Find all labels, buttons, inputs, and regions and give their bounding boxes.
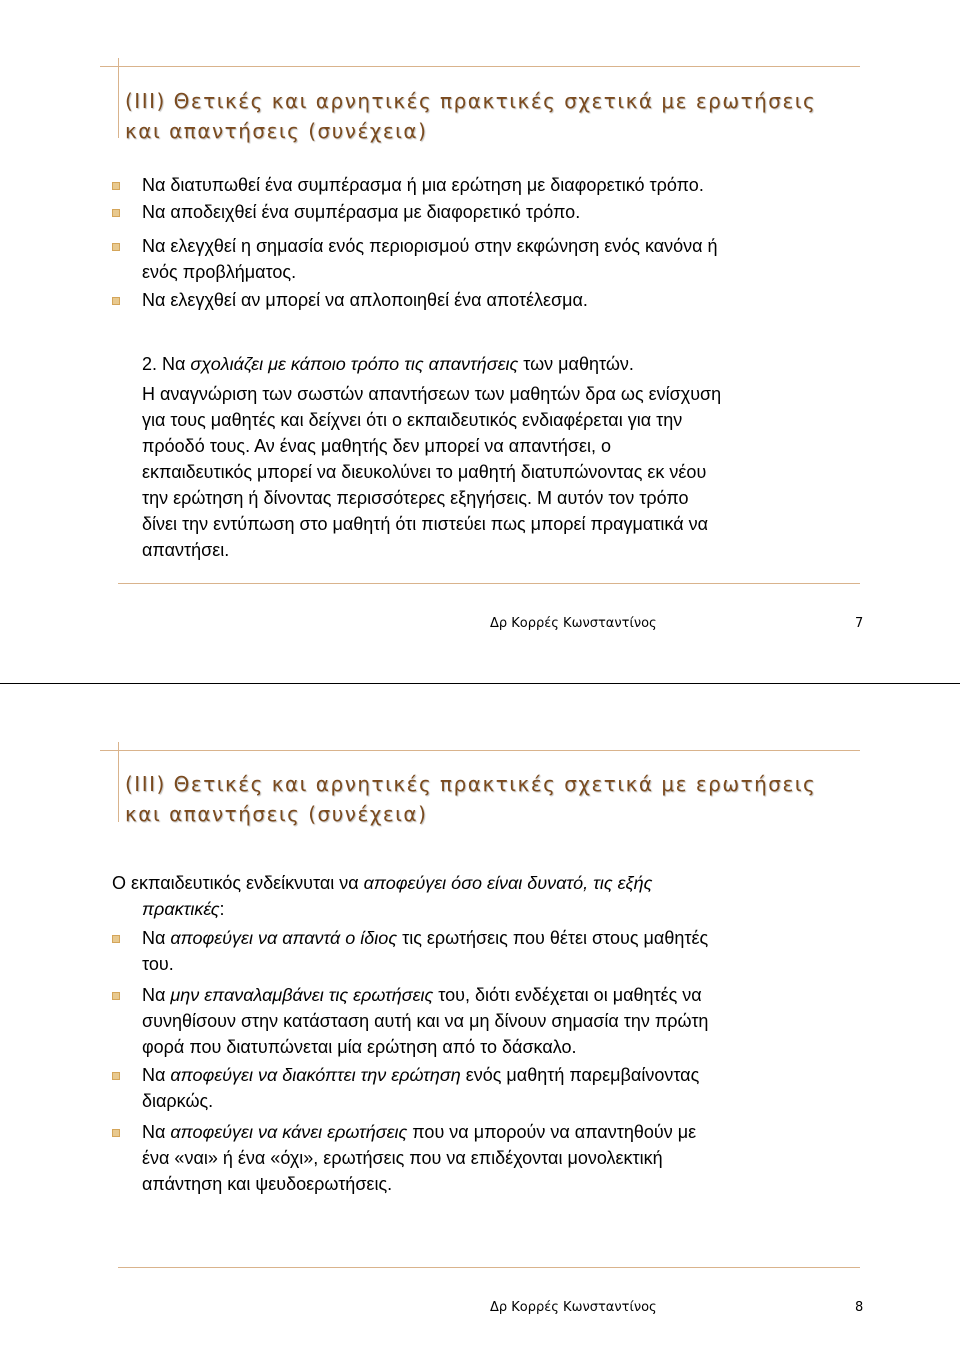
slide-page-7 xyxy=(0,0,960,683)
footer-rule xyxy=(118,1267,860,1268)
intro-suffix: : xyxy=(219,899,225,919)
item-italic: αποφεύγει να απαντά ο ίδιος xyxy=(170,928,398,948)
bullet-text-continuation: απάντηση και ψευδοερωτήσεις. xyxy=(142,1174,393,1194)
bullet-text: Να αποδειχθεί ένα συμπέρασμα με διαφορετικό τρόπο. xyxy=(142,202,581,222)
item-lead: Να xyxy=(142,1065,171,1085)
title-horizontal-rule xyxy=(100,66,860,67)
bullet-text: Να διατυπωθεί ένα συμπέρασμα ή μια ερώτηση με διαφορετικό τρόπο. xyxy=(142,175,704,195)
item-italic: μην επαναλαμβάνει τις ερωτήσεις xyxy=(170,985,434,1005)
bullet-icon xyxy=(112,243,120,251)
slide-title-line-2: και απαντήσεις (συνέχεια) xyxy=(125,119,428,143)
bullet-text-continuation: διαρκώς. xyxy=(142,1091,214,1111)
paragraph-line: Η αναγνώριση των σωστών απαντήσεων των μαθητών δρα ως ενίσχυση xyxy=(142,384,722,404)
footer-rule xyxy=(118,583,860,584)
bullet-icon xyxy=(112,182,120,190)
page-number: 7 xyxy=(855,616,864,631)
intro-line-1 xyxy=(112,870,652,896)
intro-prefix: Ο εκπαιδευτικός ενδείκνυται να xyxy=(112,873,364,893)
point-2-prefix: 2. Να xyxy=(142,354,191,374)
title-vertical-rule xyxy=(118,742,119,822)
intro-line-2 xyxy=(142,896,225,922)
paragraph-line: εκπαιδευτικός μπορεί να διευκολύνει το μαθητή διατυπώνοντας εκ νέου xyxy=(142,462,707,482)
bullet-text: Να ελεγχθεί η σημασία ενός περιορισμού στην εκφώνηση ενός κανόνα ή xyxy=(142,236,718,256)
slide-title-line-1: (III) Θετικές και αρνητικές πρακτικές σχετικά με ερωτήσεις xyxy=(125,772,817,796)
paragraph-line: δίνει την εντύπωση στο μαθητή ότι πιστεύει πως μπορεί πραγματικά να xyxy=(142,514,709,534)
item-rest: του, διότι ενδέχεται οι μαθητές να xyxy=(433,985,702,1005)
bullet-text-continuation: ενός προβλήματος. xyxy=(142,262,297,282)
bullet-text xyxy=(142,1119,696,1145)
bullet-text-continuation: ένα «ναι» ή ένα «όχι», ερωτήσεις που να επιδέχονται μονολεκτική xyxy=(142,1148,663,1168)
paragraph-line: απαντήσει. xyxy=(142,540,230,560)
slide-title-line-2: και απαντήσεις (συνέχεια) xyxy=(125,802,428,826)
slide-page-8 xyxy=(0,683,960,1367)
bullet-text-continuation: του. xyxy=(142,954,174,974)
bullet-icon xyxy=(112,209,120,217)
paragraph-line: την ερώτηση ή δίνοντας περισσότερες εξηγήσεις. Μ αυτόν τον τρόπο xyxy=(142,488,689,508)
footer-author: Δρ Κορρές Κωνσταντίνος xyxy=(490,616,657,631)
paragraph-line: πρόοδό τους. Αν ένας μαθητής δεν μπορεί να απαντήσει, ο xyxy=(142,436,611,456)
item-italic: αποφεύγει να κάνει ερωτήσεις xyxy=(170,1122,408,1142)
item-lead: Να xyxy=(142,928,171,948)
point-2-suffix: των μαθητών. xyxy=(518,354,634,374)
bullet-icon xyxy=(112,297,120,305)
bullet-text xyxy=(142,1062,699,1088)
item-rest: ενός μαθητή παρεμβαίνοντας xyxy=(460,1065,700,1085)
bullet-icon xyxy=(112,1072,120,1080)
bullet-icon xyxy=(112,992,120,1000)
bullet-text-continuation: συνηθίσουν στην κατάσταση αυτή και να μη δίνουν σημασία την πρώτη xyxy=(142,1011,709,1031)
intro-italic-2: πρακτικές xyxy=(142,899,220,919)
bullet-text-continuation: φορά που διατυπώνεται μία ερώτηση από το δάσκαλο. xyxy=(142,1037,577,1057)
item-lead: Να xyxy=(142,1122,171,1142)
item-rest: που να μπορούν να απαντηθούν με xyxy=(407,1122,697,1142)
slide-title-line-1: (III) Θετικές και αρνητικές πρακτικές σχετικά με ερωτήσεις xyxy=(125,89,817,113)
item-italic: αποφεύγει να διακόπτει την ερώτηση xyxy=(170,1065,461,1085)
bullet-text xyxy=(142,925,708,951)
bullet-text: Να ελεγχθεί αν μπορεί να απλοποιηθεί ένα αποτέλεσμα. xyxy=(142,290,588,310)
point-2-italic: σχολιάζει με κάποιο τρόπο τις απαντήσεις xyxy=(190,354,519,374)
slide-title xyxy=(125,86,845,146)
item-rest: τις ερωτήσεις που θέτει στους μαθητές xyxy=(397,928,709,948)
bullet-icon xyxy=(112,1129,120,1137)
title-vertical-rule xyxy=(118,58,119,138)
page-number: 8 xyxy=(855,1300,864,1315)
item-lead: Να xyxy=(142,985,171,1005)
slide-title xyxy=(125,769,845,829)
bullet-icon xyxy=(112,935,120,943)
paragraph-line: για τους μαθητές και δείχνει ότι ο εκπαιδευτικός ενδιαφέρεται για την xyxy=(142,410,683,430)
title-horizontal-rule xyxy=(100,750,860,751)
bullet-text xyxy=(142,982,702,1008)
intro-italic: αποφεύγει όσο είναι δυνατό, τις εξής xyxy=(363,873,653,893)
footer-author: Δρ Κορρές Κωνσταντίνος xyxy=(490,1300,657,1315)
point-2 xyxy=(142,351,634,377)
